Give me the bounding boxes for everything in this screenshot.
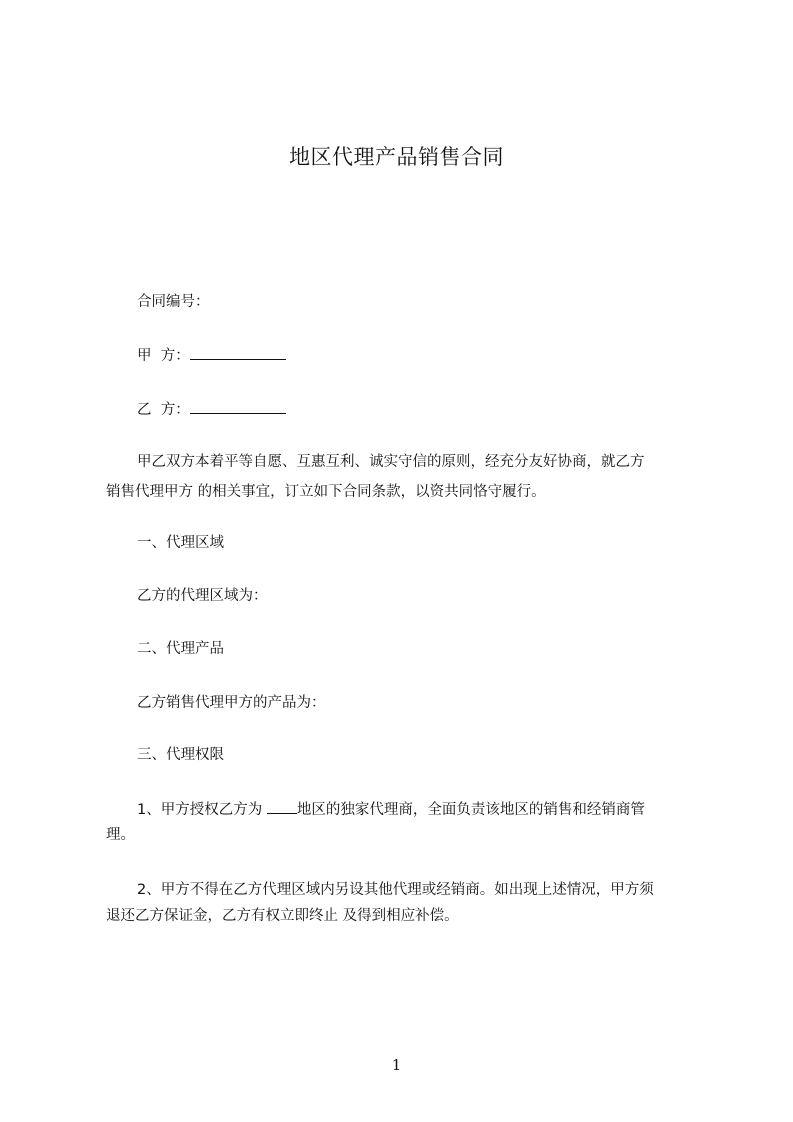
document-title: 地区代理产品销售合同 xyxy=(289,145,504,169)
clause2-line-2: 退还乙方保证金，乙方有权立即终止 及得到相应补偿。 xyxy=(106,908,459,924)
clause1-prefix: 1、甲方授权乙方为 xyxy=(137,802,267,818)
party-b-label: 乙 方： xyxy=(137,402,190,418)
party-a-row xyxy=(137,345,286,366)
clause1-line-1 xyxy=(137,799,645,820)
section2-body: 乙方销售代理甲方的产品为： xyxy=(137,695,326,711)
party-b-blank xyxy=(190,399,286,414)
page-number: 1 xyxy=(391,1056,402,1074)
clause2-line-1: 2、甲方不得在乙方代理区域内另设其他代理或经销商。如出现上述情况，甲方须 xyxy=(137,882,654,898)
clause1-line-2: 理。 xyxy=(106,827,135,843)
intro-line-2: 销售代理甲方 的相关事宜，订立如下合同条款，以资共同恪守履行。 xyxy=(106,484,546,500)
party-b-row xyxy=(137,399,286,420)
section1-heading: 一、代理区域 xyxy=(137,535,224,551)
clause1-blank xyxy=(267,799,297,814)
contract-number-label: 合同编号： xyxy=(137,294,210,310)
intro-line-1: 甲乙双方本着平等自愿、互惠互利、诚实守信的原则，经充分友好协商，就乙方 xyxy=(137,454,645,470)
clause1-suffix: 地区的独家代理商，全面负责该地区的销售和经销商管 xyxy=(296,802,645,818)
section2-heading: 二、代理产品 xyxy=(137,641,224,657)
section1-body: 乙方的代理区域为： xyxy=(137,588,268,604)
party-a-label: 甲 方： xyxy=(137,348,190,364)
party-a-blank xyxy=(190,345,286,360)
section3-heading: 三、代理权限 xyxy=(137,747,224,763)
